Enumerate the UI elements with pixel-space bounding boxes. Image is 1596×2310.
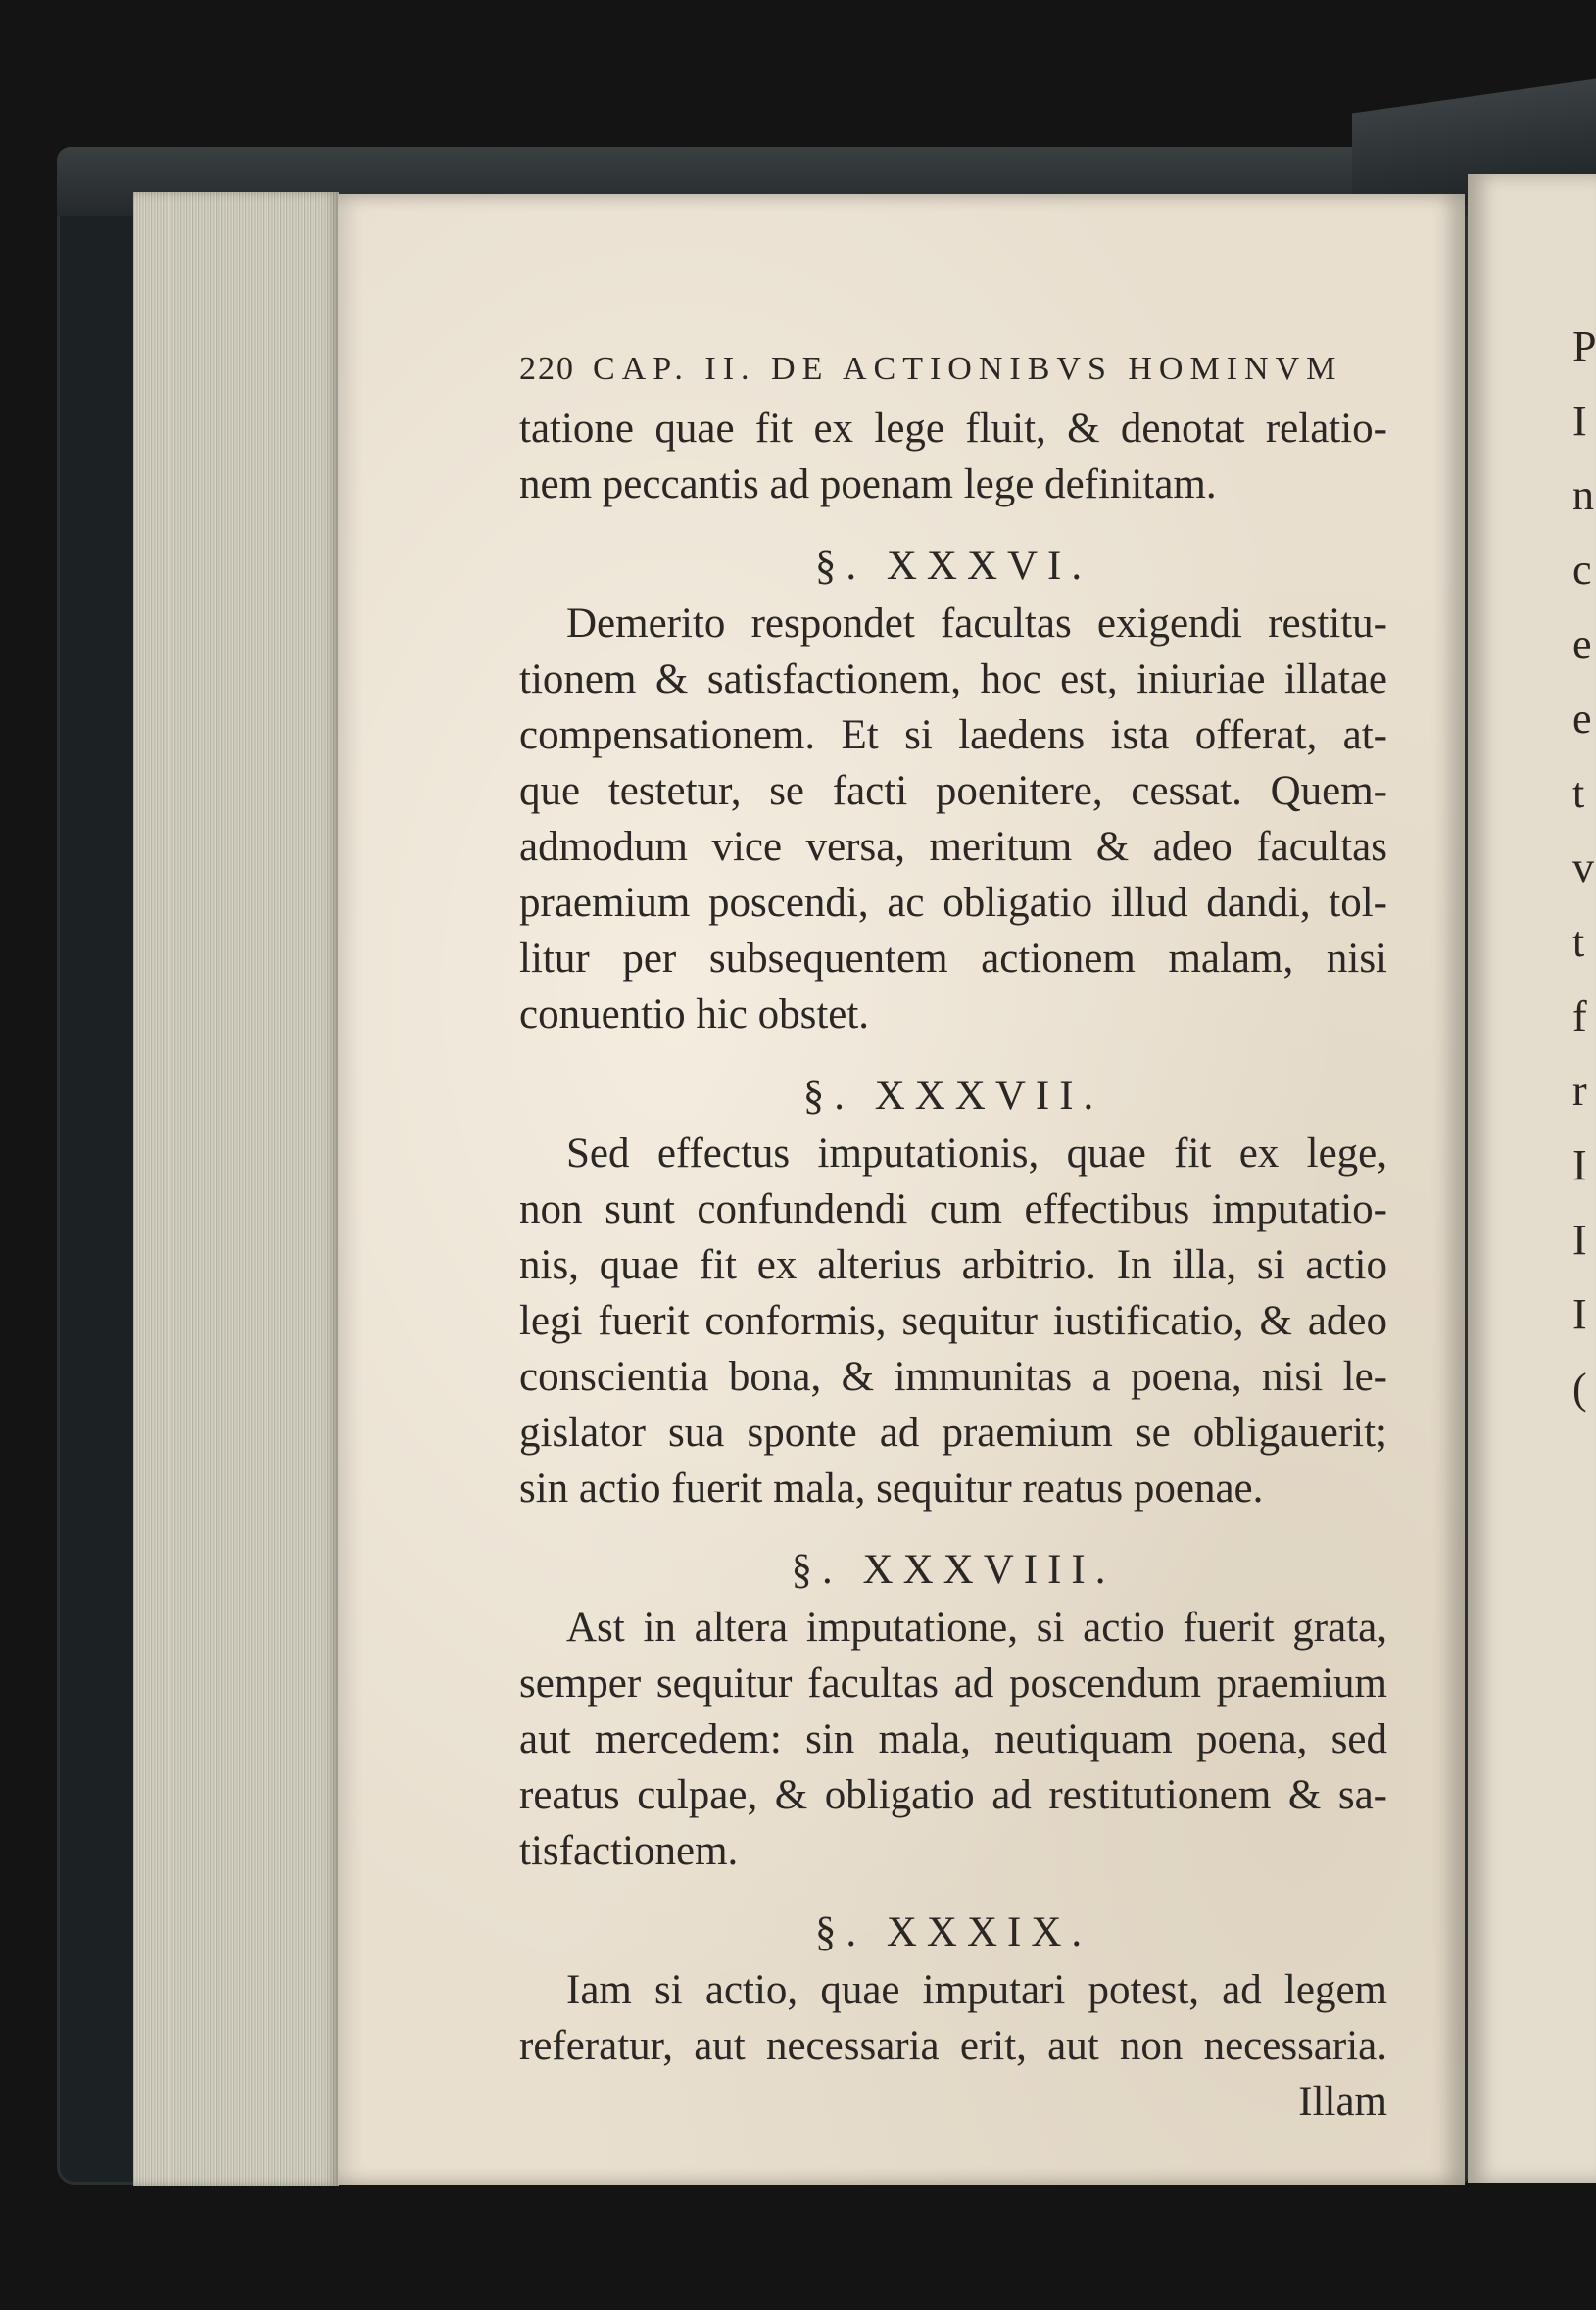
next-page-letter: I: [1572, 1141, 1587, 1189]
section-paragraph: [519, 1600, 1387, 1879]
section-title: §. XXXVI.: [814, 543, 1092, 589]
section-title: §. XXXIX.: [814, 1909, 1092, 1955]
text-line: tatione quae fit ex lege fluit, & denotat relatio-: [519, 406, 1387, 452]
next-page-letter: I: [1572, 397, 1587, 445]
text-line: tisfactionem.: [519, 1828, 739, 1874]
text-line: conuentio hic obstet.: [519, 991, 870, 1037]
text-line: nis, quae fit ex alterius arbitrio. In illa, si actio: [519, 1242, 1387, 1288]
text-line: Demerito respondet facultas exigendi restitu-: [566, 601, 1387, 647]
text-line: reatus culpae, & obligatio ad restitutionem & sa-: [519, 1772, 1387, 1818]
next-page-letter: c: [1572, 546, 1592, 594]
text-line: Sed effectus imputationis, quae fit ex lege,: [566, 1131, 1387, 1177]
text-line: nem peccantis ad poenam lege definitam.: [519, 461, 1217, 507]
text-line: semper sequitur facultas ad poscendum praemium: [519, 1660, 1387, 1707]
section-title: §. XXXVII.: [802, 1073, 1104, 1119]
next-page-letter: n: [1572, 471, 1594, 519]
section-paragraph: [519, 596, 1387, 1042]
next-page-letter: (: [1572, 1365, 1587, 1413]
text-line: que testetur, se facti poenitere, cessat. Quem-: [519, 768, 1387, 814]
next-page-letter: P: [1572, 322, 1596, 370]
page-text: [519, 341, 1387, 2130]
section-37: [519, 1068, 1387, 1516]
text-line: praemium poscendi, ac obligatio illud dandi, tol-: [519, 880, 1387, 926]
text-line: Iam si actio, quae imputari potest, ad legem: [566, 1967, 1387, 2013]
page-number: 220: [519, 351, 575, 387]
running-head-title: CAP. II. DE ACTIONIBVS HOMINVM: [593, 351, 1343, 387]
section-paragraph: [519, 1126, 1387, 1516]
text-line: admodum vice versa, meritum & adeo facultas: [519, 824, 1387, 870]
section-38: [519, 1542, 1387, 1879]
next-page-letter: I: [1572, 1290, 1587, 1338]
next-page-letter: I: [1572, 1216, 1587, 1264]
text-line: tionem & satisfactionem, hoc est, iniuriae illatae: [519, 656, 1387, 702]
section-36: [519, 538, 1387, 1042]
next-page-letter: r: [1572, 1067, 1587, 1115]
next-page-letter: t: [1572, 769, 1585, 817]
next-page-letter: e: [1572, 695, 1592, 743]
text-line: non sunt confundendi cum effectibus imputatio-: [519, 1186, 1387, 1232]
text-line: legi fuerit conformis, sequitur iustificatio, & adeo: [519, 1298, 1387, 1344]
text-line: gislator sua sponte ad praemium se obligauerit;: [519, 1410, 1387, 1456]
intro-paragraph: [519, 401, 1387, 512]
page-edges: [133, 192, 339, 2186]
text-line: compensationem. Et si laedens ista offerat, at-: [519, 712, 1387, 758]
text-line: aut mercedem: sin mala, neutiquam poena, sed: [519, 1716, 1387, 1762]
next-page-letter: e: [1572, 620, 1592, 668]
next-page-letter: v: [1572, 843, 1594, 891]
text-line: conscientia bona, & immunitas a poena, nisi le-: [519, 1354, 1387, 1400]
section-39: [519, 1904, 1387, 2130]
text-line: sin actio fuerit mala, sequitur reatus poenae.: [519, 1466, 1264, 1512]
text-line: Ast in altera imputatione, si actio fuerit grata,: [566, 1605, 1387, 1651]
text-line: referatur, aut necessaria erit, aut non necessaria.: [519, 2023, 1387, 2069]
running-head: [519, 341, 1387, 397]
next-page-letter: t: [1572, 918, 1585, 966]
text-line: litur per subsequentem actionem malam, nisi: [519, 936, 1387, 982]
catchword: Illam: [1298, 2079, 1387, 2125]
next-page-letters: [1572, 323, 1596, 1440]
section-paragraph: [519, 1962, 1387, 2130]
section-title: §. XXXVIII.: [791, 1547, 1116, 1593]
next-page-letter: f: [1572, 992, 1587, 1040]
